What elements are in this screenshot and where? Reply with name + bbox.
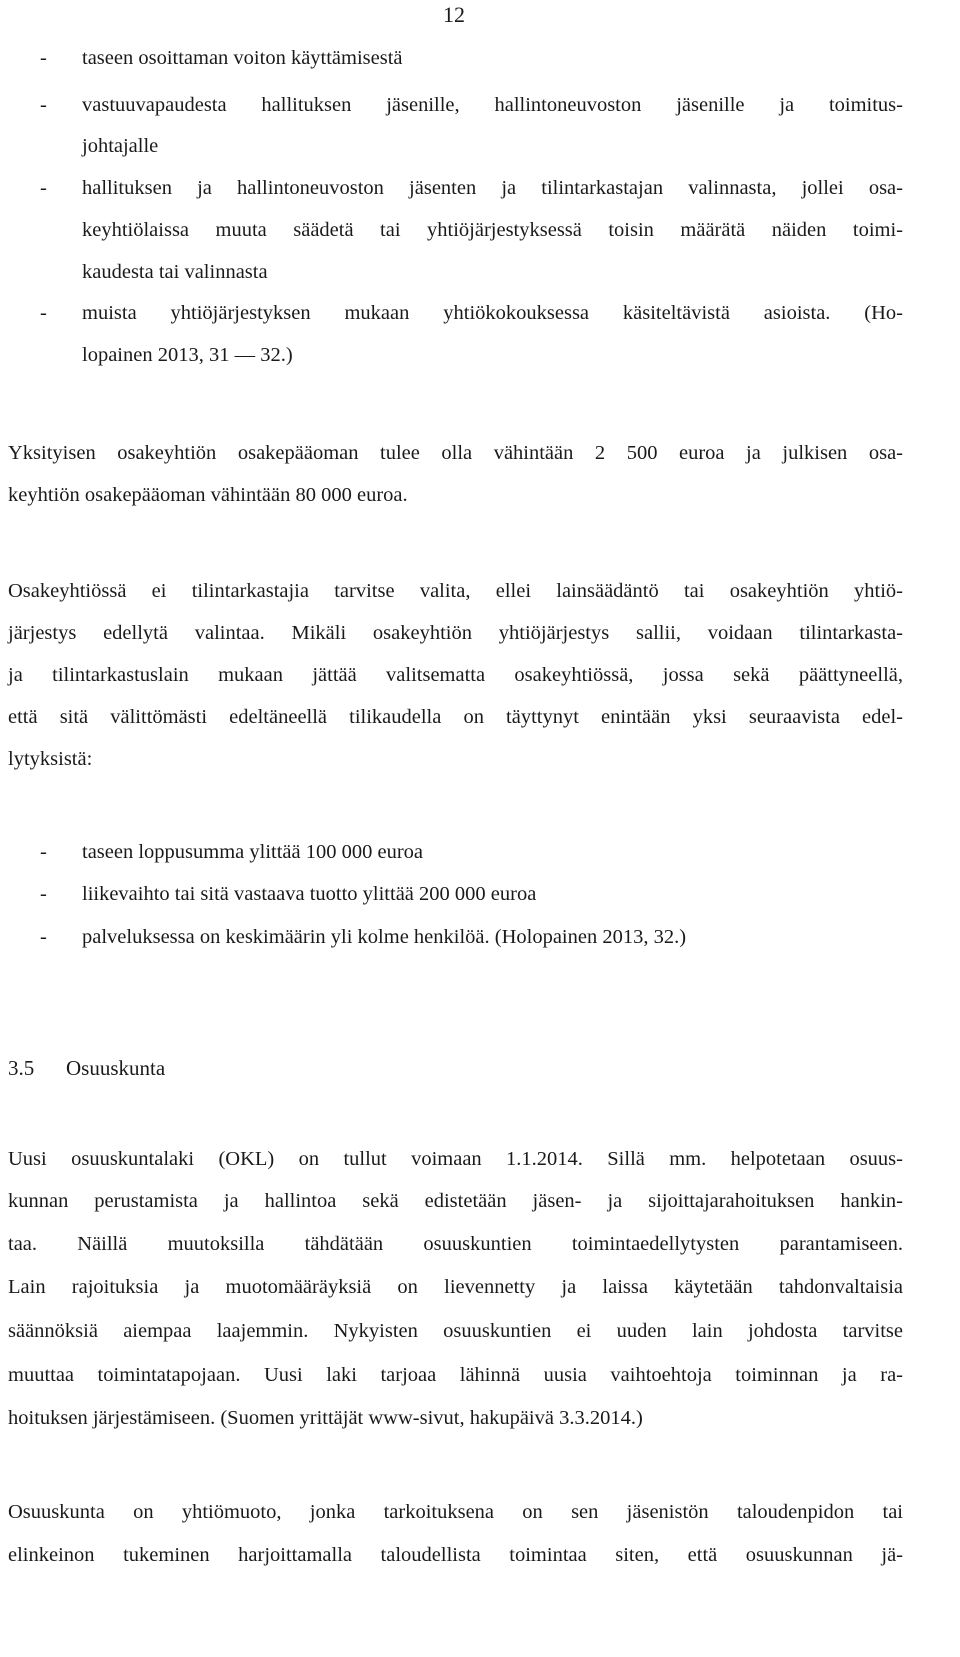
list-item: taseen osoittaman voiton käyttämisestä [82, 47, 403, 69]
paragraph-line: lytyksistä: [8, 748, 93, 770]
list-dash: - [40, 926, 47, 948]
list-item: muista yhtiöjärjestyksen mukaan yhtiökokouksessa käsiteltävistä asioista. (Ho- [82, 302, 903, 324]
paragraph-line: hoituksen järjestämiseen. (Suomen yrittäjät www-sivut, hakupäivä 3.3.2014.) [8, 1407, 643, 1429]
section-heading [8, 1053, 165, 1083]
list-dash: - [40, 94, 47, 116]
paragraph-line: taa. Näillä muutoksilla tähdätään osuuskuntien toimintaedellytysten parantamiseen. [8, 1233, 903, 1255]
list-item: palveluksessa on keskimäärin yli kolme henkilöä. (Holopainen 2013, 32.) [82, 926, 687, 948]
list-item: taseen loppusumma ylittää 100 000 euroa [82, 841, 424, 863]
paragraph-line: keyhtiön osakepääoman vähintään 80 000 euroa. [8, 484, 408, 506]
list-item: hallituksen ja hallintoneuvoston jäsenten ja tilintarkastajan valinnasta, jollei osa- [82, 177, 903, 199]
paragraph-line: että sitä välittömästi edeltäneellä tilikaudella on täyttynyt enintään yksi seuraavista edel- [8, 706, 903, 728]
section-number: 3.5 [8, 1056, 35, 1080]
list-dash: - [40, 841, 47, 863]
list-item-continuation: keyhtiölaissa muuta säädetä tai yhtiöjärjestyksessä toisin määrätä näiden toimi- [82, 219, 903, 241]
section-title: Osuuskunta [66, 1056, 166, 1080]
paragraph-line: elinkeinon tukeminen harjoittamalla taloudellista toimintaa siten, että osuuskunnan jä- [8, 1544, 903, 1566]
list-dash: - [40, 177, 47, 199]
list-item: vastuuvapaudesta hallituksen jäsenille, hallintoneuvoston jäsenille ja toimitus- [82, 94, 903, 116]
list-dash: - [40, 302, 47, 324]
paragraph-line: ja tilintarkastuslain mukaan jättää valitsematta osakeyhtiössä, jossa sekä päättyneellä, [8, 664, 903, 686]
paragraph-line: Yksityisen osakeyhtiön osakepääoman tulee olla vähintään 2 500 euroa ja julkisen osa- [8, 442, 903, 464]
paragraph-line: Osuuskunta on yhtiömuoto, jonka tarkoituksena on sen jäsenistön taloudenpidon tai [8, 1501, 903, 1523]
list-item-continuation: johtajalle [82, 135, 159, 157]
paragraph-line: Uusi osuuskuntalaki (OKL) on tullut voimaan 1.1.2014. Sillä mm. helpotetaan osuus- [8, 1148, 903, 1170]
list-item: liikevaihto tai sitä vastaava tuotto ylittää 200 000 euroa [82, 883, 537, 905]
paragraph-line: Osakeyhtiössä ei tilintarkastajia tarvitse valita, ellei lainsäädäntö tai osakeyhtiön yhtiö- [8, 580, 903, 602]
list-dash: - [40, 883, 47, 905]
paragraph-line: Lain rajoituksia ja muotomääräyksiä on lievennetty ja laissa käytetään tahdonvaltaisia [8, 1276, 903, 1298]
paragraph-line: järjestys edellytä valintaa. Mikäli osakeyhtiön yhtiöjärjestys sallii, voidaan tilintarkasta- [8, 622, 903, 644]
paragraph-line: kunnan perustamista ja hallintoa sekä edistetään jäsen- ja sijoittajarahoituksen hankin- [8, 1190, 903, 1212]
page-number: 12 [443, 2, 465, 27]
list-item-continuation: kaudesta tai valinnasta [82, 261, 268, 283]
list-dash: - [40, 47, 47, 69]
paragraph-line: muuttaa toimintatapojaan. Uusi laki tarjoaa lähinnä uusia vaihtoehtoja toiminnan ja ra- [8, 1364, 903, 1386]
list-item-continuation: lopainen 2013, 31 — 32.) [82, 344, 293, 366]
paragraph-line: säännöksiä aiempaa laajemmin. Nykyisten osuuskuntien ei uuden lain johdosta tarvitse [8, 1320, 903, 1342]
